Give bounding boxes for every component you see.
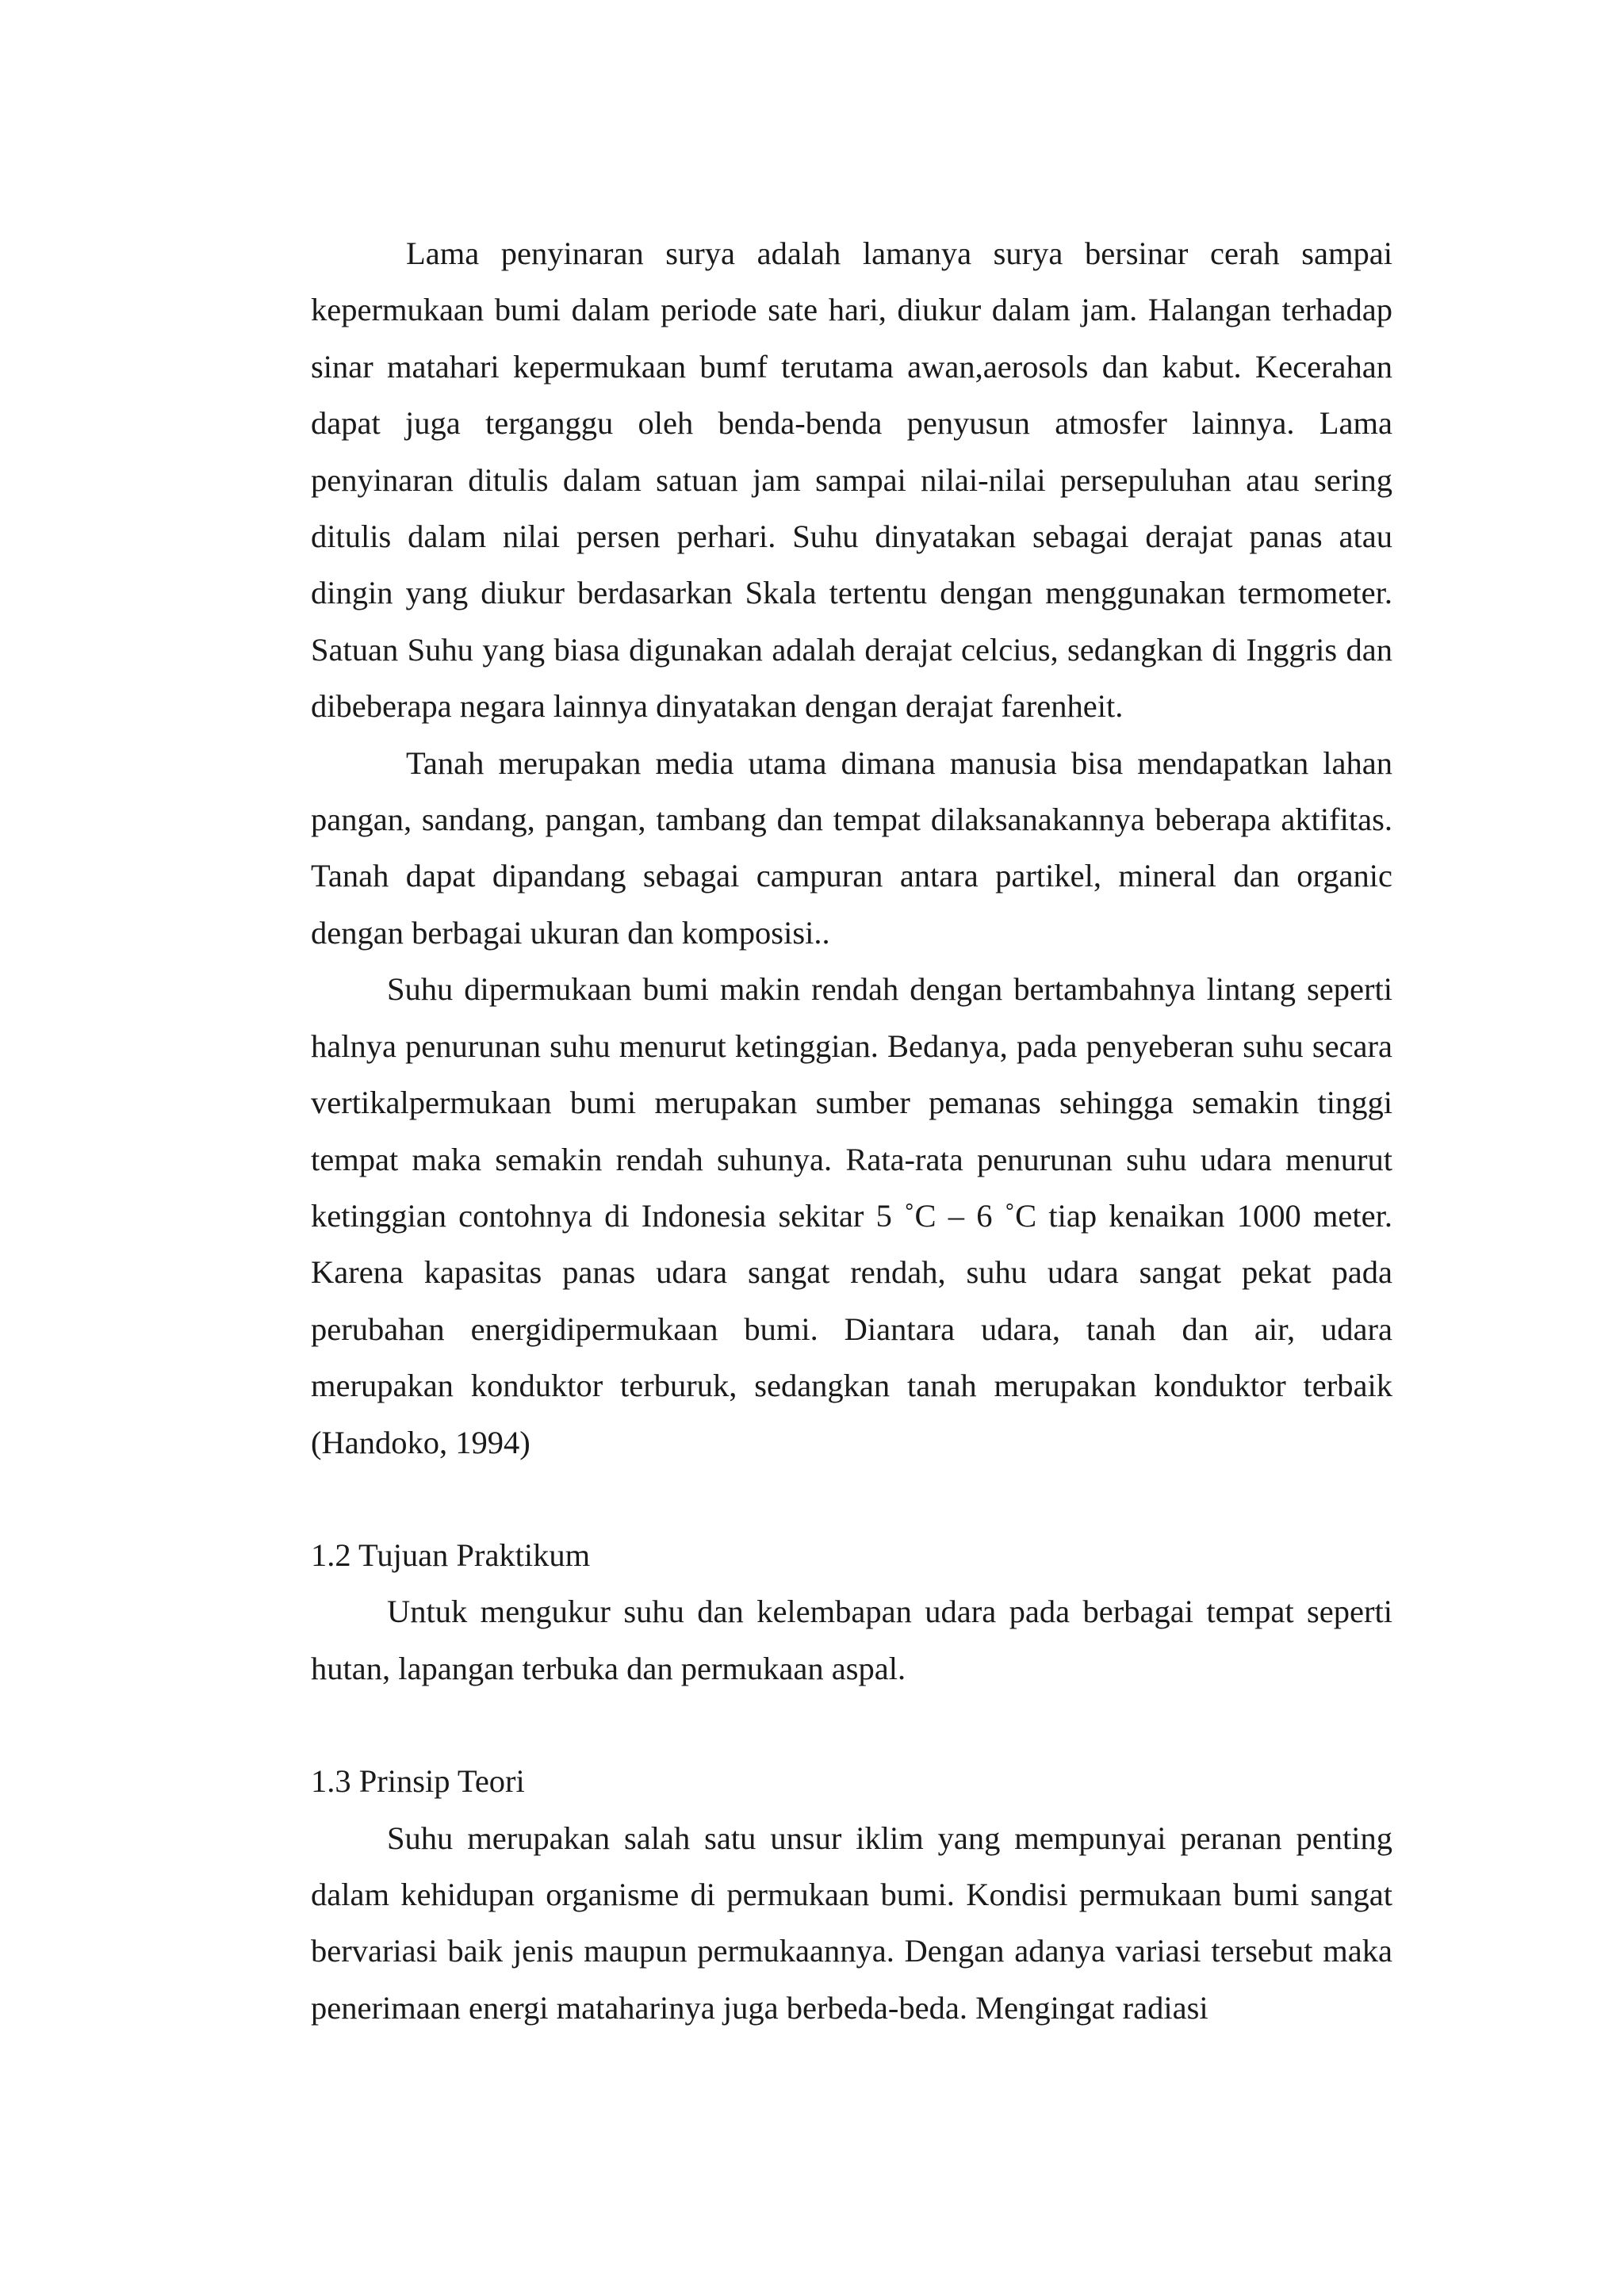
section-heading-tujuan: 1.2 Tujuan Praktikum bbox=[311, 1536, 591, 1573]
section-spacer bbox=[311, 1697, 1392, 1753]
paragraph-prinsip: Suhu merupakan salah satu unsur iklim yang mempunyai peranan penting dalam kehidupan organisme di permukaan bumi. Kondisi permukaan bumi sangat bervariasi baik jenis maupun permukaannya. Dengan adanya variasi tersebut maka penerimaan energi mataharinya juga berbeda-beda. Mengingat radiasi bbox=[311, 1820, 1392, 2026]
paragraph-lama-penyinaran: Lama penyinaran surya adalah lamanya surya bersinar cerah sampai kepermukaan bumi dalam periode sate hari, diukur dalam jam. Halangan terhadap sinar matahari kepermukaan bumf terutama awan,aerosols dan kabut. Kecerahan dapat juga terganggu oleh benda-benda penyusun atmosfer lainnya. Lama penyinaran ditulis dalam satuan jam sampai nilai-nilai persepuluhan atau sering ditulis dalam nilai persen perhari. Suhu dinyatakan sebagai derajat panas atau dingin yang diukur berdasarkan Skala tertentu dengan menggunakan termometer. Satuan Suhu yang biasa digunakan adalah derajat celcius, sedangkan di Inggris dan dibeberapa negara lainnya dinyatakan dengan derajat farenheit. bbox=[311, 235, 1392, 725]
document-body bbox=[311, 225, 1392, 2036]
section-spacer bbox=[311, 1471, 1392, 1527]
paragraph-tanah: Tanah merupakan media utama dimana manusia bisa mendapatkan lahan pangan, sandang, pangan, tambang dan tempat dilaksanakannya beberapa aktifitas. Tanah dapat dipandang sebagai campuran antara partikel, mineral dan organic dengan berbagai ukuran dan komposisi.. bbox=[311, 744, 1392, 951]
paragraph-tujuan: Untuk mengukur suhu dan kelembapan udara pada berbagai tempat seperti hutan, lapangan terbuka dan permukaan aspal. bbox=[311, 1594, 1392, 1686]
section-heading-prinsip: 1.3 Prinsip Teori bbox=[311, 1763, 525, 1800]
paragraph-suhu-permukaan: Suhu dipermukaan bumi makin rendah dengan bertambahnya lintang seperti halnya penurunan suhu menurut ketinggian. Bedanya, pada penyeberan suhu secara vertikalpermukaan bumi merupakan sumber pemanas sehingga semakin tinggi tempat maka semakin rendah suhunya. Rata-rata penurunan suhu udara menurut ketinggian contohnya di Indonesia sekitar 5 ˚C – 6 ˚C tiap kenaikan 1000 meter. Karena kapasitas panas udara sangat rendah, suhu udara sangat pekat pada perubahan energidipermukaan bumi. Diantara udara, tanah dan air, udara merupakan konduktor terburuk, sedangkan tanah merupakan konduktor terbaik (Handoko, 1994) bbox=[311, 971, 1392, 1460]
